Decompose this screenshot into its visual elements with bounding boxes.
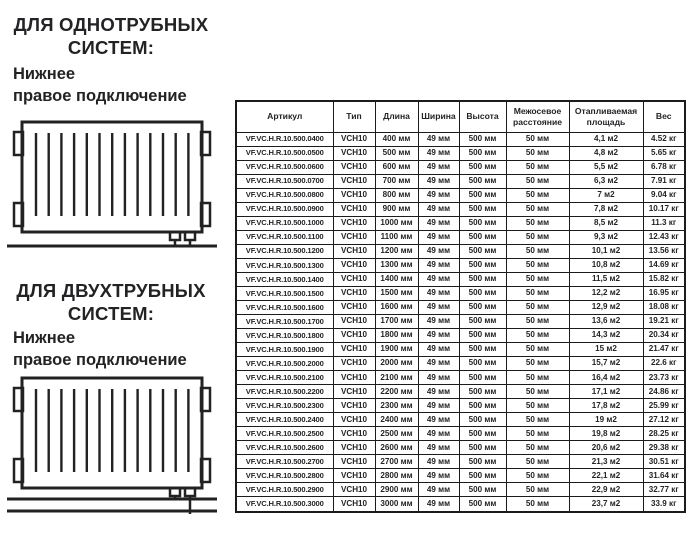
table-cell: 10,1 м2: [569, 244, 643, 258]
connection-label-line1: Нижнее: [13, 65, 76, 83]
table-cell: 49 мм: [418, 441, 459, 455]
spec-table: [235, 100, 686, 513]
table-cell: VCH10: [333, 188, 375, 202]
column-header: Вес: [643, 101, 685, 132]
table-cell: VF.VC.H.R.10.500.1200: [236, 244, 333, 258]
table-cell: 23,7 м2: [569, 497, 643, 512]
spec-table-body: [236, 132, 685, 512]
table-cell: 19,8 м2: [569, 427, 643, 441]
table-cell: 50 мм: [506, 441, 569, 455]
left-panel: [0, 0, 232, 535]
single-pipe-title-line1: ДЛЯ ОДНОТРУБНЫХ: [13, 14, 209, 35]
table-cell: 49 мм: [418, 469, 459, 483]
table-cell: VF.VC.H.R.10.500.1300: [236, 258, 333, 272]
table-cell: 49 мм: [418, 413, 459, 427]
table-cell: 500 мм: [459, 469, 506, 483]
table-cell: 50 мм: [506, 258, 569, 272]
table-cell: 2100 мм: [375, 371, 418, 385]
table-cell: VCH10: [333, 371, 375, 385]
table-cell: 2400 мм: [375, 413, 418, 427]
table-cell: VCH10: [333, 244, 375, 258]
double-pipe-title-line1: ДЛЯ ДВУХТРУБНЫХ: [16, 280, 206, 301]
table-row: [236, 230, 685, 244]
table-cell: 500 мм: [459, 455, 506, 469]
spec-table-header-row: [236, 101, 685, 132]
table-row: [236, 132, 685, 146]
table-cell: 49 мм: [418, 132, 459, 146]
table-cell: VCH10: [333, 174, 375, 188]
table-cell: 50 мм: [506, 230, 569, 244]
table-cell: 20,6 м2: [569, 441, 643, 455]
table-cell: 49 мм: [418, 357, 459, 371]
table-cell: VCH10: [333, 385, 375, 399]
table-cell: 1000 мм: [375, 216, 418, 230]
single-pipe-connection-label: [13, 64, 223, 108]
table-row: [236, 314, 685, 328]
table-cell: VCH10: [333, 455, 375, 469]
table-cell: 28.25 кг: [643, 427, 685, 441]
spec-table-container: [235, 100, 686, 513]
table-cell: 2700 мм: [375, 455, 418, 469]
table-cell: VF.VC.H.R.10.500.2600: [236, 441, 333, 455]
table-cell: 49 мм: [418, 160, 459, 174]
table-cell: 49 мм: [418, 272, 459, 286]
table-cell: 16,4 м2: [569, 371, 643, 385]
table-cell: 29.38 кг: [643, 441, 685, 455]
table-cell: 8,5 м2: [569, 216, 643, 230]
single-pipe-section-title: [12, 14, 210, 59]
table-cell: 17,8 м2: [569, 399, 643, 413]
table-row: [236, 427, 685, 441]
table-cell: 22,9 м2: [569, 483, 643, 497]
table-cell: 500 мм: [459, 174, 506, 188]
table-cell: 50 мм: [506, 328, 569, 342]
table-cell: 800 мм: [375, 188, 418, 202]
table-cell: 1800 мм: [375, 328, 418, 342]
table-cell: 500 мм: [459, 216, 506, 230]
table-cell: 500 мм: [459, 132, 506, 146]
connection-label-line2: правое подключение: [13, 350, 187, 369]
table-cell: 10,8 м2: [569, 258, 643, 272]
table-cell: 15 м2: [569, 342, 643, 356]
table-cell: 22,1 м2: [569, 469, 643, 483]
table-cell: VCH10: [333, 328, 375, 342]
table-cell: 50 мм: [506, 300, 569, 314]
table-cell: VCH10: [333, 399, 375, 413]
column-header: Артикул: [236, 101, 333, 132]
table-row: [236, 216, 685, 230]
table-cell: 50 мм: [506, 132, 569, 146]
table-cell: 10.17 кг: [643, 202, 685, 216]
table-cell: 500 мм: [459, 286, 506, 300]
table-cell: 50 мм: [506, 371, 569, 385]
column-header: Отапливаемая площадь: [569, 101, 643, 132]
table-cell: 6.78 кг: [643, 160, 685, 174]
table-cell: 49 мм: [418, 497, 459, 512]
table-cell: 13,6 м2: [569, 314, 643, 328]
table-row: [236, 174, 685, 188]
table-row: [236, 399, 685, 413]
column-header: Тип: [333, 101, 375, 132]
table-cell: 12,2 м2: [569, 286, 643, 300]
table-cell: 50 мм: [506, 385, 569, 399]
table-cell: 49 мм: [418, 230, 459, 244]
table-cell: 49 мм: [418, 342, 459, 356]
table-cell: 500 мм: [459, 413, 506, 427]
table-cell: 49 мм: [418, 328, 459, 342]
table-cell: 27.12 кг: [643, 413, 685, 427]
table-cell: 50 мм: [506, 427, 569, 441]
table-cell: 2500 мм: [375, 427, 418, 441]
table-cell: VCH10: [333, 160, 375, 174]
column-header: Длина: [375, 101, 418, 132]
table-cell: 49 мм: [418, 300, 459, 314]
table-cell: 500 мм: [459, 385, 506, 399]
table-cell: 49 мм: [418, 202, 459, 216]
table-cell: 500 мм: [459, 230, 506, 244]
table-cell: VCH10: [333, 441, 375, 455]
table-cell: 7 м2: [569, 188, 643, 202]
table-cell: VF.VC.H.R.10.500.2400: [236, 413, 333, 427]
table-cell: 33.9 кг: [643, 497, 685, 512]
table-row: [236, 469, 685, 483]
table-cell: 50 мм: [506, 455, 569, 469]
table-cell: 50 мм: [506, 413, 569, 427]
table-cell: 49 мм: [418, 483, 459, 497]
table-cell: 14.69 кг: [643, 258, 685, 272]
column-header: Межосевое расстояние: [506, 101, 569, 132]
table-row: [236, 272, 685, 286]
table-row: [236, 188, 685, 202]
table-cell: VCH10: [333, 342, 375, 356]
table-row: [236, 441, 685, 455]
table-cell: 32.77 кг: [643, 483, 685, 497]
table-cell: 1300 мм: [375, 258, 418, 272]
table-cell: 49 мм: [418, 188, 459, 202]
table-cell: VF.VC.H.R.10.500.1000: [236, 216, 333, 230]
table-cell: VCH10: [333, 230, 375, 244]
table-cell: VF.VC.H.R.10.500.1900: [236, 342, 333, 356]
table-cell: 11,5 м2: [569, 272, 643, 286]
table-cell: 50 мм: [506, 174, 569, 188]
table-cell: 14,3 м2: [569, 328, 643, 342]
table-cell: 12.43 кг: [643, 230, 685, 244]
table-cell: 22.6 кг: [643, 357, 685, 371]
double-pipe-connection-label: [13, 328, 223, 372]
table-cell: 500 мм: [459, 328, 506, 342]
table-cell: 1100 мм: [375, 230, 418, 244]
table-cell: 2800 мм: [375, 469, 418, 483]
table-row: [236, 328, 685, 342]
table-cell: 50 мм: [506, 314, 569, 328]
table-cell: 500 мм: [459, 497, 506, 512]
table-row: [236, 455, 685, 469]
table-cell: 50 мм: [506, 469, 569, 483]
table-cell: 49 мм: [418, 258, 459, 272]
table-cell: 4,1 м2: [569, 132, 643, 146]
radiator-single-pipe-diagram: [5, 112, 223, 254]
table-cell: 500 мм: [459, 272, 506, 286]
table-cell: VCH10: [333, 272, 375, 286]
table-cell: 11.3 кг: [643, 216, 685, 230]
table-cell: VCH10: [333, 314, 375, 328]
table-cell: 7,8 м2: [569, 202, 643, 216]
table-cell: VF.VC.H.R.10.500.0800: [236, 188, 333, 202]
table-cell: 9,3 м2: [569, 230, 643, 244]
table-cell: 500 мм: [459, 399, 506, 413]
table-cell: 25.99 кг: [643, 399, 685, 413]
table-cell: 49 мм: [418, 146, 459, 160]
table-row: [236, 300, 685, 314]
table-cell: 49 мм: [418, 427, 459, 441]
table-cell: VF.VC.H.R.10.500.2100: [236, 371, 333, 385]
table-row: [236, 146, 685, 160]
table-cell: 13.56 кг: [643, 244, 685, 258]
column-header: Ширина: [418, 101, 459, 132]
table-row: [236, 497, 685, 512]
table-cell: VCH10: [333, 202, 375, 216]
table-cell: 50 мм: [506, 483, 569, 497]
table-cell: 20.34 кг: [643, 328, 685, 342]
table-cell: 2000 мм: [375, 357, 418, 371]
table-cell: 50 мм: [506, 216, 569, 230]
table-cell: 50 мм: [506, 202, 569, 216]
table-cell: 50 мм: [506, 272, 569, 286]
table-cell: 30.51 кг: [643, 455, 685, 469]
table-cell: 900 мм: [375, 202, 418, 216]
table-cell: 49 мм: [418, 244, 459, 258]
table-cell: 50 мм: [506, 160, 569, 174]
table-row: [236, 286, 685, 300]
table-cell: 500 мм: [459, 441, 506, 455]
table-cell: 1500 мм: [375, 286, 418, 300]
table-cell: 49 мм: [418, 286, 459, 300]
table-cell: 700 мм: [375, 174, 418, 188]
table-cell: 5.65 кг: [643, 146, 685, 160]
table-row: [236, 385, 685, 399]
connection-label-line2: правое подключение: [13, 86, 187, 105]
table-cell: 500 мм: [459, 188, 506, 202]
table-cell: 500 мм: [459, 357, 506, 371]
table-cell: 500 мм: [459, 202, 506, 216]
table-cell: 600 мм: [375, 160, 418, 174]
table-cell: 1700 мм: [375, 314, 418, 328]
table-cell: 50 мм: [506, 342, 569, 356]
table-cell: 16.95 кг: [643, 286, 685, 300]
table-cell: 49 мм: [418, 314, 459, 328]
table-cell: VF.VC.H.R.10.500.0500: [236, 146, 333, 160]
table-cell: 49 мм: [418, 174, 459, 188]
table-cell: VCH10: [333, 146, 375, 160]
table-cell: 2900 мм: [375, 483, 418, 497]
table-row: [236, 413, 685, 427]
table-cell: VCH10: [333, 413, 375, 427]
table-cell: VF.VC.H.R.10.500.1500: [236, 286, 333, 300]
table-cell: VF.VC.H.R.10.500.2300: [236, 399, 333, 413]
table-cell: 500 мм: [459, 300, 506, 314]
table-cell: 4.52 кг: [643, 132, 685, 146]
table-cell: 1900 мм: [375, 342, 418, 356]
table-cell: 2600 мм: [375, 441, 418, 455]
table-cell: 500 мм: [459, 244, 506, 258]
table-cell: VCH10: [333, 258, 375, 272]
table-cell: 1600 мм: [375, 300, 418, 314]
table-cell: VCH10: [333, 469, 375, 483]
single-pipe-title-line2: СИСТЕМ:: [67, 36, 155, 58]
table-cell: 500 мм: [459, 371, 506, 385]
table-cell: VCH10: [333, 427, 375, 441]
table-cell: 50 мм: [506, 399, 569, 413]
table-cell: VCH10: [333, 483, 375, 497]
table-cell: VF.VC.H.R.10.500.1100: [236, 230, 333, 244]
table-row: [236, 258, 685, 272]
table-cell: VCH10: [333, 132, 375, 146]
table-cell: 4,8 м2: [569, 146, 643, 160]
table-cell: VF.VC.H.R.10.500.1600: [236, 300, 333, 314]
table-cell: 2200 мм: [375, 385, 418, 399]
table-cell: 1400 мм: [375, 272, 418, 286]
table-cell: 49 мм: [418, 455, 459, 469]
table-cell: VF.VC.H.R.10.500.0400: [236, 132, 333, 146]
double-pipe-section-title: [12, 280, 210, 325]
table-cell: 50 мм: [506, 244, 569, 258]
table-cell: 2300 мм: [375, 399, 418, 413]
table-cell: 500 мм: [459, 483, 506, 497]
table-cell: 5,5 м2: [569, 160, 643, 174]
table-cell: 6,3 м2: [569, 174, 643, 188]
table-row: [236, 342, 685, 356]
table-cell: 49 мм: [418, 385, 459, 399]
table-cell: 50 мм: [506, 357, 569, 371]
table-cell: 19.21 кг: [643, 314, 685, 328]
spec-table-head: [236, 101, 685, 132]
table-cell: 7.91 кг: [643, 174, 685, 188]
radiator-two-pipe-diagram: [5, 368, 223, 520]
table-cell: 17,1 м2: [569, 385, 643, 399]
table-cell: VF.VC.H.R.10.500.0900: [236, 202, 333, 216]
table-cell: 3000 мм: [375, 497, 418, 512]
table-cell: 500 мм: [459, 258, 506, 272]
table-cell: 400 мм: [375, 132, 418, 146]
table-cell: VCH10: [333, 497, 375, 512]
table-row: [236, 371, 685, 385]
table-cell: 1200 мм: [375, 244, 418, 258]
table-cell: 500 мм: [459, 160, 506, 174]
table-cell: 49 мм: [418, 399, 459, 413]
table-cell: 19 м2: [569, 413, 643, 427]
table-row: [236, 483, 685, 497]
table-cell: VF.VC.H.R.10.500.0600: [236, 160, 333, 174]
table-cell: 50 мм: [506, 286, 569, 300]
table-cell: VCH10: [333, 357, 375, 371]
table-cell: VF.VC.H.R.10.500.1700: [236, 314, 333, 328]
table-cell: 50 мм: [506, 188, 569, 202]
table-cell: VF.VC.H.R.10.500.2500: [236, 427, 333, 441]
table-cell: VF.VC.H.R.10.500.2200: [236, 385, 333, 399]
table-cell: VF.VC.H.R.10.500.2800: [236, 469, 333, 483]
table-cell: VF.VC.H.R.10.500.3000: [236, 497, 333, 512]
double-pipe-title-line2: СИСТЕМ:: [67, 302, 155, 324]
table-cell: 500 мм: [459, 342, 506, 356]
table-cell: 500 мм: [459, 146, 506, 160]
table-cell: VF.VC.H.R.10.500.0700: [236, 174, 333, 188]
table-cell: 31.64 кг: [643, 469, 685, 483]
table-cell: 15.82 кг: [643, 272, 685, 286]
table-cell: VF.VC.H.R.10.500.2000: [236, 357, 333, 371]
table-cell: VF.VC.H.R.10.500.2900: [236, 483, 333, 497]
table-cell: 50 мм: [506, 497, 569, 512]
table-cell: VCH10: [333, 216, 375, 230]
table-cell: 21.47 кг: [643, 342, 685, 356]
column-header: Высота: [459, 101, 506, 132]
table-row: [236, 357, 685, 371]
table-cell: 15,7 м2: [569, 357, 643, 371]
table-cell: 500 мм: [459, 314, 506, 328]
table-cell: 49 мм: [418, 216, 459, 230]
table-cell: VCH10: [333, 286, 375, 300]
table-cell: 21,3 м2: [569, 455, 643, 469]
table-cell: 500 мм: [459, 427, 506, 441]
table-cell: 50 мм: [506, 146, 569, 160]
table-row: [236, 202, 685, 216]
table-cell: VF.VC.H.R.10.500.2700: [236, 455, 333, 469]
table-cell: 24.86 кг: [643, 385, 685, 399]
table-cell: 12,9 м2: [569, 300, 643, 314]
table-cell: 49 мм: [418, 371, 459, 385]
table-cell: 23.73 кг: [643, 371, 685, 385]
table-cell: VCH10: [333, 300, 375, 314]
table-cell: 18.08 кг: [643, 300, 685, 314]
table-row: [236, 160, 685, 174]
table-row: [236, 244, 685, 258]
table-cell: VF.VC.H.R.10.500.1800: [236, 328, 333, 342]
table-cell: 500 мм: [375, 146, 418, 160]
connection-label-line1: Нижнее: [13, 329, 76, 347]
table-cell: VF.VC.H.R.10.500.1400: [236, 272, 333, 286]
table-cell: 9.04 кг: [643, 188, 685, 202]
